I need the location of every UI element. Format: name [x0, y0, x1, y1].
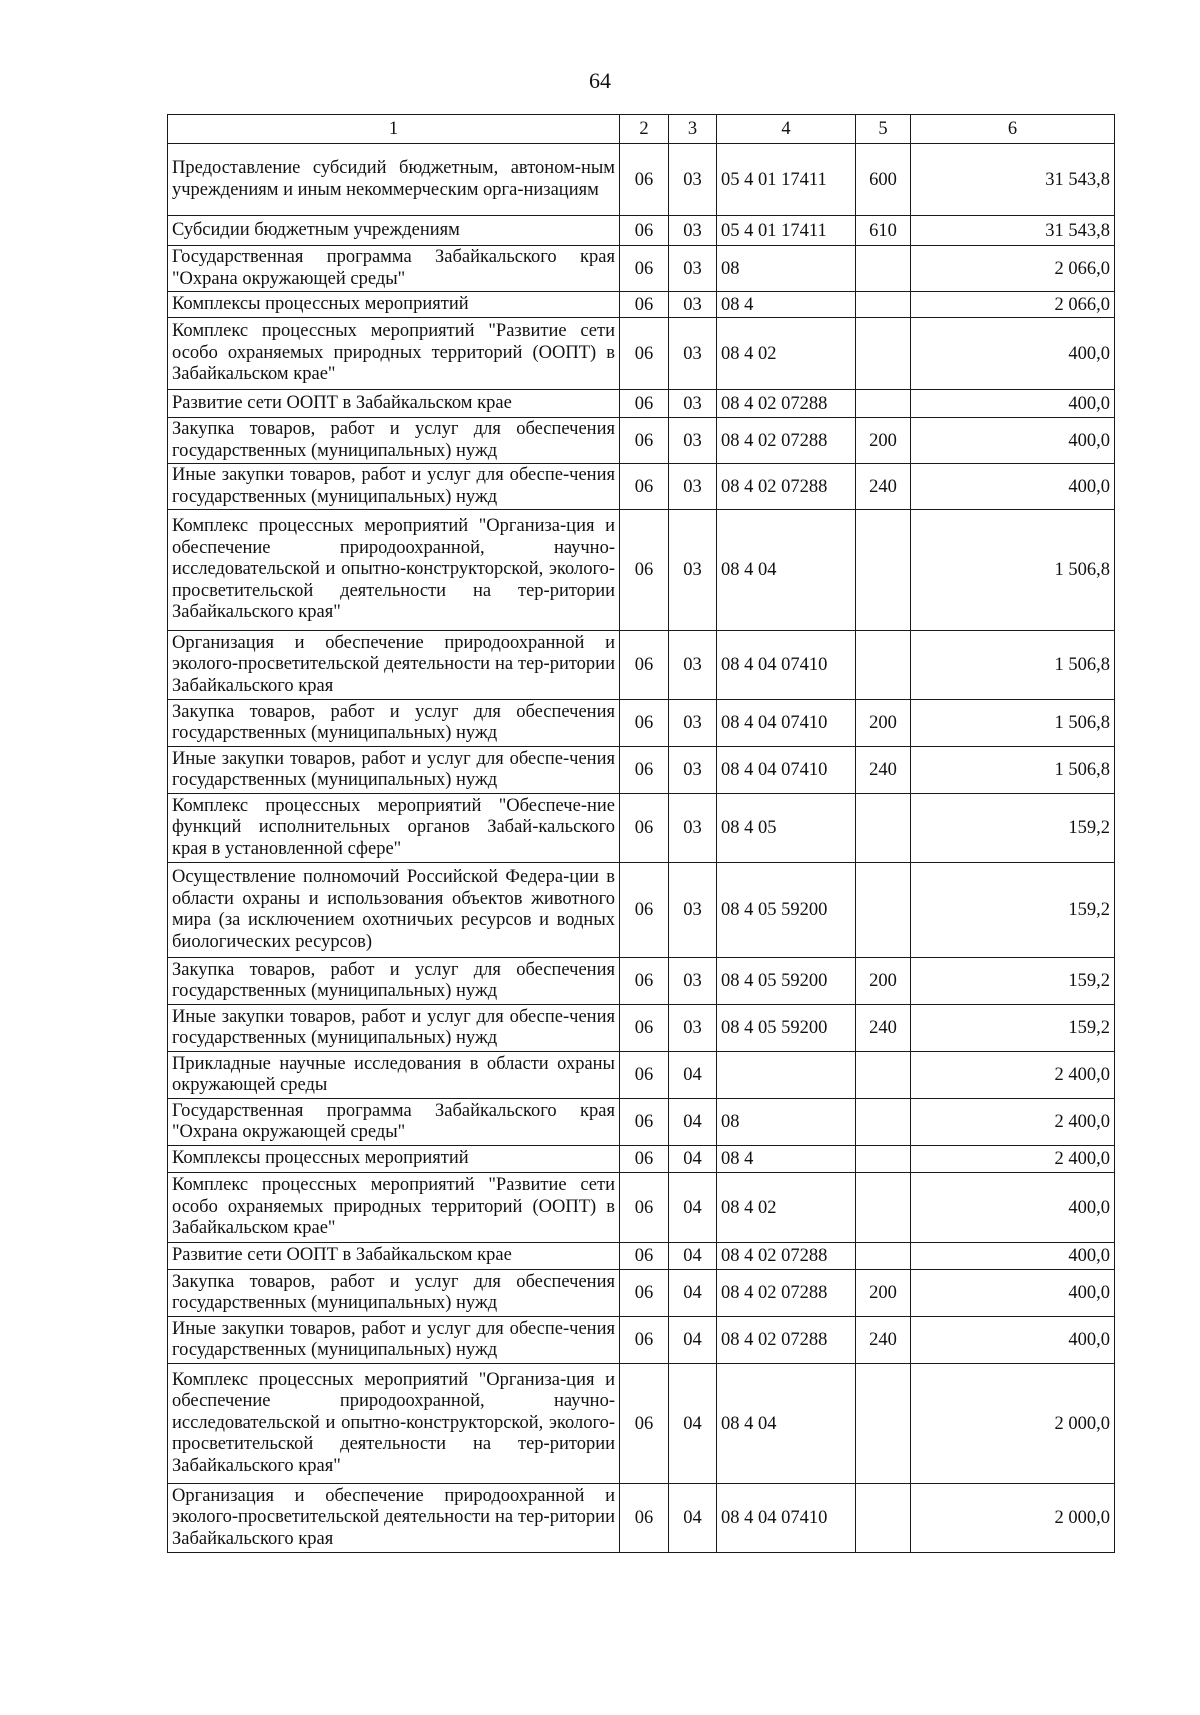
expense-type-cell: 200	[856, 700, 911, 747]
subsection-cell: 03	[669, 631, 717, 700]
table-row	[168, 292, 1115, 318]
target-item-cell: 08	[717, 246, 856, 292]
section-cell: 06	[620, 631, 669, 700]
row-name-cell: Комплекс процессных мероприятий "Обеспече-ние функций исполнительных органов Забай-кальского края в установленной сфере"	[168, 794, 620, 863]
column-header: 4	[717, 115, 856, 144]
table-row	[168, 246, 1115, 292]
table-row	[168, 794, 1115, 863]
amount-cell: 400,0	[911, 1173, 1115, 1243]
amount-cell: 2 066,0	[911, 292, 1115, 318]
row-name-cell: Осуществление полномочий Российской Федера-ции в области охраны и использования объектов животного мира (за исключением охотничьих ресурсов и водных биологических ресурсов)	[168, 863, 620, 958]
amount-cell: 2 400,0	[911, 1099, 1115, 1146]
table-row	[168, 1052, 1115, 1099]
amount-cell: 159,2	[911, 863, 1115, 958]
row-name-cell: Развитие сети ООПТ в Забайкальском крае	[168, 390, 620, 418]
amount-cell: 400,0	[911, 464, 1115, 510]
amount-cell: 1 506,8	[911, 747, 1115, 794]
amount-cell: 159,2	[911, 794, 1115, 863]
expense-type-cell	[856, 318, 911, 390]
section-cell: 06	[620, 318, 669, 390]
expense-type-cell	[856, 292, 911, 318]
row-name-cell: Иные закупки товаров, работ и услуг для обеспе-чения государственных (муниципальных) нужд	[168, 1317, 620, 1364]
target-item-cell: 08 4 02 07288	[717, 418, 856, 464]
section-cell: 06	[620, 958, 669, 1005]
table-row	[168, 1173, 1115, 1243]
section-cell: 06	[620, 700, 669, 747]
amount-cell: 2 000,0	[911, 1364, 1115, 1484]
table-row	[168, 1099, 1115, 1146]
amount-cell: 400,0	[911, 1270, 1115, 1317]
row-name-cell: Закупка товаров, работ и услуг для обеспечения государственных (муниципальных) нужд	[168, 418, 620, 464]
table-row	[168, 1484, 1115, 1553]
row-name-cell: Иные закупки товаров, работ и услуг для обеспе-чения государственных (муниципальных) нужд	[168, 1005, 620, 1052]
amount-cell: 1 506,8	[911, 510, 1115, 631]
amount-cell: 31 543,8	[911, 216, 1115, 246]
table-row	[168, 464, 1115, 510]
target-item-cell: 08 4 04 07410	[717, 747, 856, 794]
target-item-cell: 08 4 02 07288	[717, 1270, 856, 1317]
amount-cell: 1 506,8	[911, 700, 1115, 747]
row-name-cell: Иные закупки товаров, работ и услуг для обеспе-чения государственных (муниципальных) нужд	[168, 747, 620, 794]
target-item-cell: 08 4 02 07288	[717, 464, 856, 510]
expense-type-cell	[856, 1173, 911, 1243]
target-item-cell: 08 4 02 07288	[717, 1243, 856, 1270]
amount-cell: 31 543,8	[911, 144, 1115, 216]
expense-type-cell	[856, 510, 911, 631]
section-cell: 06	[620, 1270, 669, 1317]
expense-type-cell	[856, 246, 911, 292]
row-name-cell: Комплекс процессных мероприятий "Развитие сети особо охраняемых природных территорий (ООПТ) в Забайкальском крае"	[168, 1173, 620, 1243]
table-row	[168, 144, 1115, 216]
subsection-cell: 03	[669, 216, 717, 246]
expense-type-cell	[856, 1243, 911, 1270]
section-cell: 06	[620, 794, 669, 863]
subsection-cell: 04	[669, 1243, 717, 1270]
page-number: 64	[589, 68, 611, 93]
table-row	[168, 1270, 1115, 1317]
column-header: 2	[620, 115, 669, 144]
section-cell: 06	[620, 1317, 669, 1364]
row-name-cell: Организация и обеспечение природоохранной и эколого-просветительской деятельности на тер-ритории Забайкальского края	[168, 1484, 620, 1553]
amount-cell: 400,0	[911, 390, 1115, 418]
section-cell: 06	[620, 1099, 669, 1146]
amount-cell: 2 000,0	[911, 1484, 1115, 1553]
subsection-cell: 03	[669, 144, 717, 216]
subsection-cell: 03	[669, 747, 717, 794]
row-name-cell: Субсидии бюджетным учреждениям	[168, 216, 620, 246]
row-name-cell: Закупка товаров, работ и услуг для обеспечения государственных (муниципальных) нужд	[168, 958, 620, 1005]
row-name-cell: Комплекс процессных мероприятий "Организа-ция и обеспечение природоохранной, научно-исследовательской и опытно-конструкторской, эколого-просветительской деятельности на тер-ритории Забайкальского края"	[168, 1364, 620, 1484]
target-item-cell: 05 4 01 17411	[717, 216, 856, 246]
expense-type-cell	[856, 1364, 911, 1484]
expense-type-cell: 200	[856, 958, 911, 1005]
subsection-cell: 03	[669, 390, 717, 418]
section-cell: 06	[620, 418, 669, 464]
subsection-cell: 03	[669, 510, 717, 631]
amount-cell: 1 506,8	[911, 631, 1115, 700]
amount-cell: 2 400,0	[911, 1146, 1115, 1173]
row-name-cell: Закупка товаров, работ и услуг для обеспечения государственных (муниципальных) нужд	[168, 1270, 620, 1317]
expense-type-cell: 240	[856, 1317, 911, 1364]
target-item-cell: 08 4	[717, 1146, 856, 1173]
expense-type-cell: 610	[856, 216, 911, 246]
section-cell: 06	[620, 246, 669, 292]
column-header: 6	[911, 115, 1115, 144]
target-item-cell: 08 4 02	[717, 318, 856, 390]
subsection-cell: 04	[669, 1270, 717, 1317]
table-row	[168, 390, 1115, 418]
expense-type-cell: 200	[856, 1270, 911, 1317]
table-row	[168, 631, 1115, 700]
subsection-cell: 04	[669, 1484, 717, 1553]
section-cell: 06	[620, 1364, 669, 1484]
amount-cell: 400,0	[911, 418, 1115, 464]
row-name-cell: Иные закупки товаров, работ и услуг для обеспе-чения государственных (муниципальных) нужд	[168, 464, 620, 510]
amount-cell: 400,0	[911, 1243, 1115, 1270]
expense-type-cell	[856, 1052, 911, 1099]
table-row	[168, 318, 1115, 390]
target-item-cell: 08 4 05 59200	[717, 1005, 856, 1052]
subsection-cell: 04	[669, 1173, 717, 1243]
row-name-cell: Государственная программа Забайкальского края "Охрана окружающей среды"	[168, 246, 620, 292]
section-cell: 06	[620, 1243, 669, 1270]
expense-type-cell: 240	[856, 464, 911, 510]
table-row	[168, 1364, 1115, 1484]
expense-type-cell	[856, 863, 911, 958]
target-item-cell	[717, 1052, 856, 1099]
section-cell: 06	[620, 464, 669, 510]
section-cell: 06	[620, 144, 669, 216]
section-cell: 06	[620, 1052, 669, 1099]
subsection-cell: 04	[669, 1099, 717, 1146]
table-body	[168, 144, 1115, 1553]
table-row	[168, 747, 1115, 794]
section-cell: 06	[620, 1173, 669, 1243]
section-cell: 06	[620, 1146, 669, 1173]
target-item-cell: 08 4	[717, 292, 856, 318]
target-item-cell: 08 4 04	[717, 510, 856, 631]
row-name-cell: Развитие сети ООПТ в Забайкальском крае	[168, 1243, 620, 1270]
table-row	[168, 1005, 1115, 1052]
table-header-row	[168, 115, 1115, 144]
expense-type-cell	[856, 631, 911, 700]
table-row	[168, 1317, 1115, 1364]
table-row	[168, 958, 1115, 1005]
row-name-cell: Комплекс процессных мероприятий "Развитие сети особо охраняемых природных территорий (ООПТ) в Забайкальском крае"	[168, 318, 620, 390]
subsection-cell: 04	[669, 1364, 717, 1484]
row-name-cell: Предоставление субсидий бюджетным, автоном-ным учреждениям и иным некоммерческим орга-низациям	[168, 144, 620, 216]
row-name-cell: Организация и обеспечение природоохранной и эколого-просветительской деятельности на тер-ритории Забайкальского края	[168, 631, 620, 700]
subsection-cell: 03	[669, 958, 717, 1005]
target-item-cell: 08 4 02	[717, 1173, 856, 1243]
table-row	[168, 1243, 1115, 1270]
expense-type-cell	[856, 1099, 911, 1146]
table-row	[168, 863, 1115, 958]
column-header: 3	[669, 115, 717, 144]
expense-type-cell: 200	[856, 418, 911, 464]
section-cell: 06	[620, 390, 669, 418]
table-row	[168, 418, 1115, 464]
section-cell: 06	[620, 216, 669, 246]
target-item-cell: 08 4 05 59200	[717, 958, 856, 1005]
section-cell: 06	[620, 1005, 669, 1052]
amount-cell: 2 066,0	[911, 246, 1115, 292]
subsection-cell: 03	[669, 700, 717, 747]
subsection-cell: 04	[669, 1146, 717, 1173]
row-name-cell: Комплекс процессных мероприятий "Организа-ция и обеспечение природоохранной, научно-исследовательской и опытно-конструкторской, эколого-просветительской деятельности на тер-ритории Забайкальского края"	[168, 510, 620, 631]
row-name-cell: Государственная программа Забайкальского края "Охрана окружающей среды"	[168, 1099, 620, 1146]
expense-type-cell: 240	[856, 747, 911, 794]
column-header: 5	[856, 115, 911, 144]
section-cell: 06	[620, 292, 669, 318]
column-header: 1	[168, 115, 620, 144]
expense-type-cell	[856, 794, 911, 863]
subsection-cell: 03	[669, 246, 717, 292]
amount-cell: 159,2	[911, 958, 1115, 1005]
target-item-cell: 08	[717, 1099, 856, 1146]
expense-type-cell: 240	[856, 1005, 911, 1052]
subsection-cell: 03	[669, 1005, 717, 1052]
target-item-cell: 05 4 01 17411	[717, 144, 856, 216]
target-item-cell: 08 4 04 07410	[717, 1484, 856, 1553]
target-item-cell: 08 4 04	[717, 1364, 856, 1484]
target-item-cell: 08 4 04 07410	[717, 631, 856, 700]
expense-type-cell: 600	[856, 144, 911, 216]
budget-table	[167, 114, 1115, 1553]
table-row	[168, 1146, 1115, 1173]
row-name-cell: Комплексы процессных мероприятий	[168, 1146, 620, 1173]
target-item-cell: 08 4 05	[717, 794, 856, 863]
section-cell: 06	[620, 863, 669, 958]
table-row	[168, 700, 1115, 747]
row-name-cell: Прикладные научные исследования в области охраны окружающей среды	[168, 1052, 620, 1099]
target-item-cell: 08 4 02 07288	[717, 1317, 856, 1364]
section-cell: 06	[620, 747, 669, 794]
subsection-cell: 04	[669, 1317, 717, 1364]
expense-type-cell	[856, 1484, 911, 1553]
subsection-cell: 03	[669, 794, 717, 863]
section-cell: 06	[620, 1484, 669, 1553]
target-item-cell: 08 4 02 07288	[717, 390, 856, 418]
expense-type-cell	[856, 390, 911, 418]
target-item-cell: 08 4 05 59200	[717, 863, 856, 958]
subsection-cell: 04	[669, 1052, 717, 1099]
subsection-cell: 03	[669, 292, 717, 318]
amount-cell: 400,0	[911, 318, 1115, 390]
amount-cell: 2 400,0	[911, 1052, 1115, 1099]
expense-type-cell	[856, 1146, 911, 1173]
subsection-cell: 03	[669, 863, 717, 958]
subsection-cell: 03	[669, 464, 717, 510]
target-item-cell: 08 4 04 07410	[717, 700, 856, 747]
table-row	[168, 510, 1115, 631]
subsection-cell: 03	[669, 318, 717, 390]
section-cell: 06	[620, 510, 669, 631]
row-name-cell: Комплексы процессных мероприятий	[168, 292, 620, 318]
amount-cell: 159,2	[911, 1005, 1115, 1052]
table-row	[168, 216, 1115, 246]
subsection-cell: 03	[669, 418, 717, 464]
row-name-cell: Закупка товаров, работ и услуг для обеспечения государственных (муниципальных) нужд	[168, 700, 620, 747]
amount-cell: 400,0	[911, 1317, 1115, 1364]
